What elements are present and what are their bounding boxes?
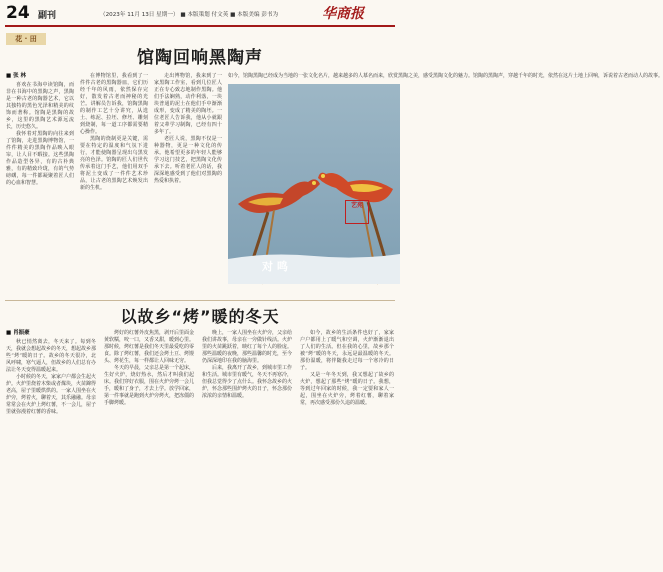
article2-column-3	[202, 330, 292, 568]
article1-paragraph: 黑陶的烧制更是关键，需要在特定的温度和气氛下进行，才能使陶器呈现出乌黑发亮的色泽。馆陶的匠人们世代传承着这门手艺，他们用双手将泥土变成了一件件艺术珍品，让古老的黑陶艺术焕发出新的生机。	[80, 136, 148, 191]
article2-paragraph: 晚上，一家人围坐在火炉旁，父亲给我们讲故事，母亲在一旁做针线活。火炉里的火苗跳跃着，映红了每个人的脸庞。那些温暖的夜晚，那些温馨的时光，至今仍深深地印在我的脑海里。	[202, 330, 293, 364]
header-rule	[5, 25, 395, 27]
pheasant-photo-graphic	[228, 84, 400, 284]
article1-column-1	[6, 73, 74, 293]
article1-column-2	[80, 73, 148, 293]
article1-title: 馆陶回响黑陶声	[137, 48, 263, 68]
article1-paragraph: 老匠人说，黑陶不仅是一种器物，更是一种文化的传承。他希望更多的年轻人能够学习这门技艺，把黑陶文化传承下去。听着老匠人的话，我深深地感受到了他们对黑陶的热爱和执着。	[154, 136, 222, 184]
section-name: 副刊	[38, 11, 57, 21]
article1-column-4	[228, 73, 663, 83]
article2-paragraph: 烤好的红薯外皮焦黑，剥开后里面金黄软糯，咬一口，又香又甜，暖到心里。那时候，烤红薯是我们冬天里最爱吃的零食。除了烤红薯，我们还会烤土豆、烤馒头、烤花生，每一样都让人回味无穷。	[104, 330, 195, 364]
pheasant-photo	[228, 84, 400, 284]
article1-paragraph: 如今，馆陶黑陶已经成为当地的一张文化名片，越来越多的人慕名而来，欣赏黑陶之美，感受黑陶文化的魅力。馆陶的黑陶声，穿越千年的时光，依然在这片土地上回响，诉说着古老而动人的故事。	[228, 73, 663, 79]
article2-title: 以故乡“烤”暖的冬天	[120, 307, 280, 326]
page-number: 24	[6, 3, 30, 23]
article2-paragraph: 后来，我离开了故乡，到城市里工作和生活。城市里有暖气，冬天不再寒冷，但我总觉得少了点什么。我怀念故乡的火炉，怀念那些围炉烤火的日子，怀念那份浓浓的亲情和温暖。	[202, 365, 293, 399]
article1-paragraph: 在博物馆里，我看到了一件件古老的黑陶器皿，它们历经千年的风雨，依然保存完好，散发着古老而神秘的光芒。讲解员告诉我，馆陶黑陶的制作工艺十分讲究，从选土、练泥、拉坯、修坯、雕刻到烧制，每一道工序都需要精心操作。	[80, 73, 148, 135]
newspaper-masthead: 华商报	[322, 6, 364, 22]
article2-column-1	[6, 330, 96, 568]
photo-caption: 对 鸣	[262, 260, 288, 273]
section-divider	[5, 300, 395, 301]
article1-paragraph: 走出博物馆，我来到了一家黑陶工作室，看到几位匠人正在专心致志地制作黑陶。他们手法娴熟，动作利落，一块块普通的泥土在他们手中渐渐成形，变成了精美的陶坯。一位老匠人告诉我，他从小就跟着父辈学习制陶，已经有四十多年了。	[154, 73, 222, 135]
article2-paragraph: 如今，故乡的生活条件也好了，家家户户都用上了暖气和空调，火炉渐渐退出了人们的生活。但在我的心里，故乡那个被“烤”暖的冬天，永远是最温暖的冬天。那份温暖，将伴随我走过每一个寒冷的日子。	[300, 330, 394, 371]
article2-paragraph: 小时候的冬天，家家户户都会生起火炉。火炉里烧着木柴或者煤块，火苗蹿得老高，屋子里暖烘烘的。一家人围坐在火炉旁，烤着火，聊着天，其乐融融。母亲常常会在火炉上烤红薯，不一会儿，屋子里就弥漫着红薯的香味。	[6, 374, 97, 415]
article1-paragraph: 我怀着对黑陶的向往来到了馆陶，走进黑陶博物馆，一件件精美的黑陶作品映入眼帘，让人目不暇接。这些黑陶作品造型各异，有的古朴典雅，有的精致玲珑，有的气势磅礴，每一件都凝聚着匠人们的心血和智慧。	[6, 131, 74, 186]
article2-author: ■ 肖振豪	[6, 330, 30, 336]
article2-paragraph: 冬天的早晨，父亲总是第一个起床，生好火炉，烧好热水，然后才叫我们起床。我们穿好衣服，围在火炉旁烤一会儿手，暖和了身子，才去上学。放学回家，第一件事就是跑到火炉旁烤火，把冻僵的手脚烤暖。	[104, 365, 195, 406]
article1-column-3	[154, 73, 222, 293]
article2-paragraph: 秋已悄然离去，冬天来了。每到冬天，我就会想起故乡的冬天，想起故乡那些“烤”暖的日子。故乡的冬天很冷，北风呼啸，寒气逼人，但故乡的人们总有办法让冬天变得温暖起来。	[6, 339, 97, 373]
column-tag-label: 花 · 田	[15, 35, 37, 43]
article2-column-2	[104, 330, 194, 568]
article2-paragraph: 又是一年冬天到，我又想起了故乡的火炉，想起了那些“烤”暖的日子。我想，等到过年回家的时候，我一定要和家人一起，围坐在火炉旁，烤着红薯，聊着家常，再次感受那份久违的温暖。	[300, 372, 394, 406]
article1-author: ■ 张 林	[6, 73, 27, 79]
header-info: （2023年 11月 13日 星期一） ■ 本版策划 付文英 ■ 本版美编 彭书为	[100, 12, 279, 18]
seal-stamp: 艺苑	[345, 200, 369, 224]
article2-column-4	[300, 330, 394, 568]
article1-paragraph: 喜欢在书海中读馆陶，而非在书海中的黑陶之声，黑陶是一种古老的陶器艺术，它以其独特的黑色光泽和精美的纹饰而著称。馆陶是黑陶的故乡，这里的黑陶艺术源远流长，历史悠久。	[6, 82, 74, 130]
